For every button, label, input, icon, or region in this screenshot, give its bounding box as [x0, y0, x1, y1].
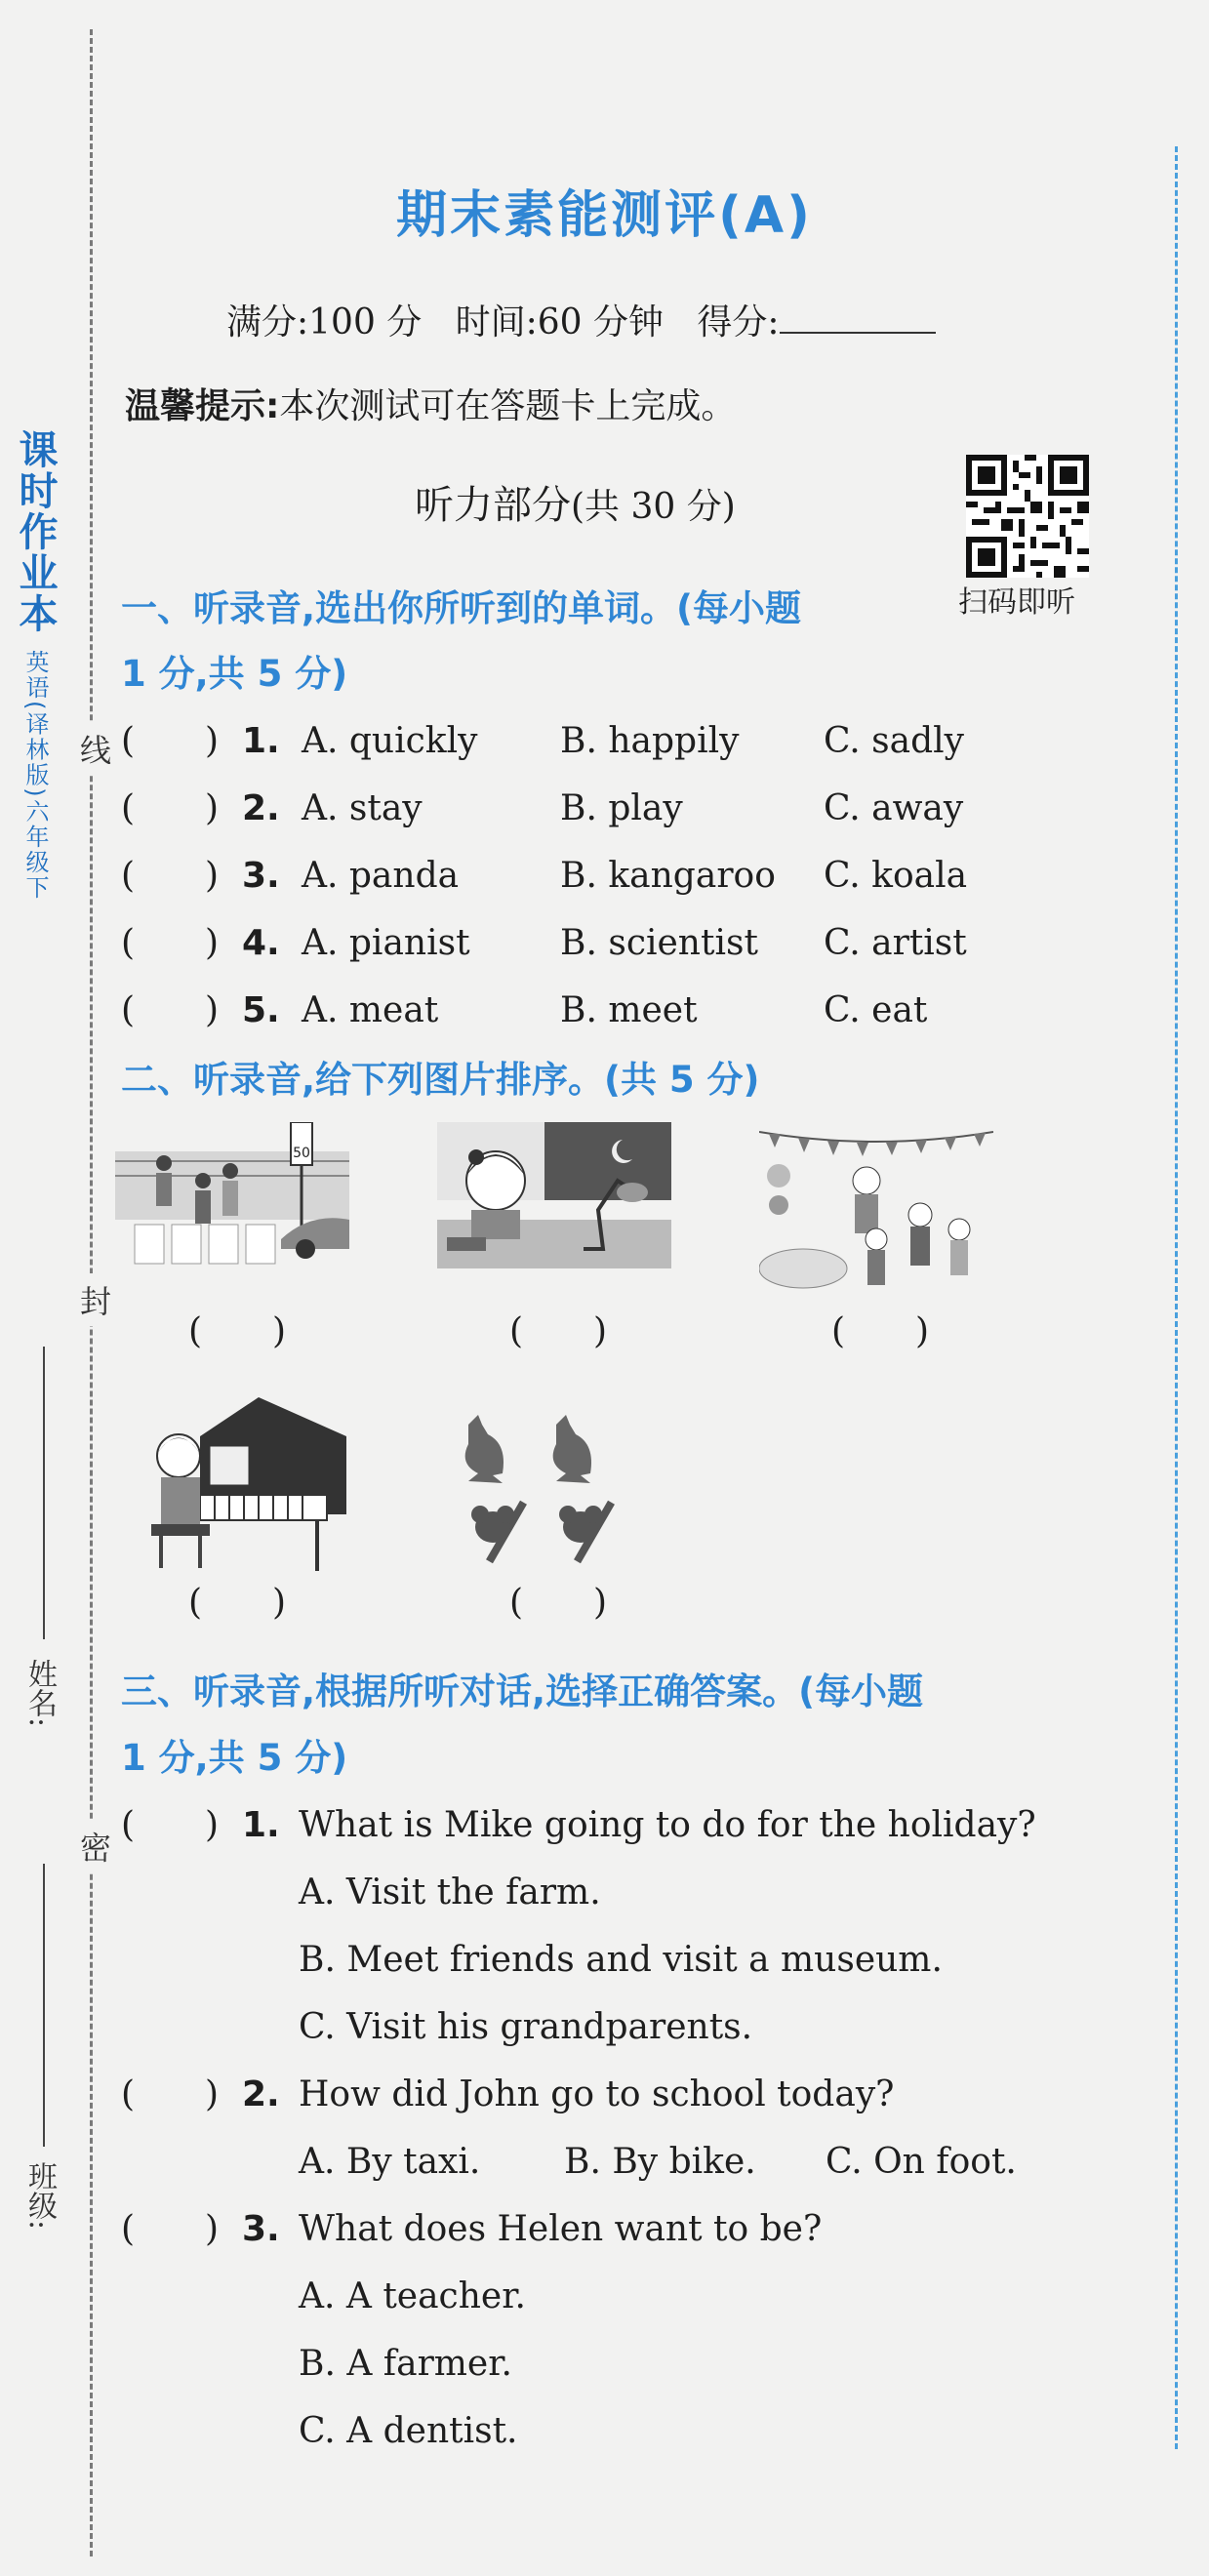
fold-char-line: 线: [80, 722, 111, 775]
fold-char-seal: 封: [80, 1273, 111, 1326]
s3-question-3: ( ) 3. What does Helen want to be?: [121, 2202, 280, 2257]
score-label: 得分:: [697, 302, 780, 342]
question-text: How did John go to school today?: [299, 2074, 895, 2114]
score-blank[interactable]: [780, 302, 936, 334]
picture-1-paren[interactable]: ( ): [187, 1311, 287, 1351]
s3-q1-option-a: A. Visit the farm.: [299, 1872, 601, 1912]
listening-heading: 听力部分(共 30 分): [415, 483, 736, 528]
option-a: A. stay: [302, 788, 423, 828]
tip: 温馨提示:本次测试可在答题卡上完成。: [125, 386, 737, 426]
option-b: B. play: [560, 788, 683, 828]
s1-question-1: ( ) 1. A. quickly B. happily C. sadly: [121, 714, 280, 769]
option-a: A. pianist: [302, 923, 470, 963]
s3-q2-option-c: C. On foot.: [826, 2142, 1017, 2182]
answer-paren[interactable]: ( ): [121, 856, 220, 896]
answer-paren[interactable]: ( ): [121, 721, 220, 761]
class-label: 班级:: [22, 2161, 57, 2231]
answer-paren[interactable]: ( ): [121, 990, 220, 1030]
class-line: [43, 1864, 45, 2147]
s3-q3-option-c: C. A dentist.: [299, 2411, 518, 2451]
option-c: C. artist: [824, 923, 967, 963]
picture-3-paren[interactable]: ( ): [830, 1311, 930, 1351]
picture-4-paren[interactable]: ( ): [187, 1583, 287, 1623]
option-b: B. happily: [560, 721, 740, 761]
option-b: B. kangaroo: [560, 856, 776, 896]
answer-paren[interactable]: ( ): [121, 1805, 220, 1845]
qr-code-icon[interactable]: [966, 455, 1089, 578]
s3-q1-option-b: B. Meet friends and visit a museum.: [299, 1940, 943, 1980]
speed-sign-text: 50: [293, 1146, 310, 1161]
option-c: C. eat: [824, 990, 928, 1030]
qr-caption: 扫码即听: [958, 585, 1075, 620]
right-margin-dashed-line: [1175, 146, 1178, 2449]
s3-q2-option-b: B. By bike.: [564, 2142, 756, 2182]
name-line: [43, 1347, 45, 1639]
option-c: C. koala: [824, 856, 968, 896]
s3-q1-option-c: C. Visit his grandparents.: [299, 2007, 753, 2047]
answer-paren[interactable]: ( ): [121, 2074, 220, 2114]
s1-question-3: ( ) 3. A. panda B. kangaroo C. koala: [121, 849, 280, 904]
s3-q2-option-a: A. By taxi.: [299, 2142, 481, 2182]
section3-heading-line1: 三、听录音,根据所听对话,选择正确答案。(每小题: [121, 1670, 924, 1712]
section1-heading-line2: 1 分,共 5 分): [121, 653, 348, 695]
option-a: A. meat: [302, 990, 439, 1030]
option-b: B. meet: [560, 990, 698, 1030]
s1-question-4: ( ) 4. A. pianist B. scientist C. artist: [121, 916, 280, 971]
question-text: What does Helen want to be?: [299, 2209, 823, 2249]
section3-heading-line2: 1 分,共 5 分): [121, 1737, 348, 1779]
answer-paren[interactable]: ( ): [121, 2209, 220, 2249]
option-c: C. sadly: [824, 721, 964, 761]
pianist-picture-icon: [141, 1397, 346, 1573]
option-c: C. away: [824, 788, 964, 828]
picture-5-paren[interactable]: ( ): [508, 1583, 608, 1623]
option-a: A. quickly: [302, 721, 478, 761]
party-picture-icon: [759, 1122, 993, 1298]
name-label: 姓名:: [22, 1659, 57, 1728]
section1-heading-line1: 一、听录音,选出你所听到的单词。(每小题: [121, 587, 801, 629]
option-a: A. panda: [302, 856, 460, 896]
s1-question-2: ( ) 2. A. stay B. play C. away: [121, 782, 280, 836]
crosswalk-picture-icon: [115, 1122, 349, 1268]
time-limit: 时间:60 分钟: [455, 302, 665, 342]
answer-paren[interactable]: ( ): [121, 923, 220, 963]
girl-studying-picture-icon: [437, 1122, 671, 1268]
question-text: What is Mike going to do for the holiday?: [299, 1805, 1036, 1845]
kangaroo-koala-picture-icon: [449, 1405, 644, 1571]
side-brand: 课时作业本 英语(译林版)六年级下: [13, 429, 58, 901]
picture-2-paren[interactable]: ( ): [508, 1311, 608, 1351]
fold-char-secret: 密: [80, 1820, 111, 1872]
answer-paren[interactable]: ( ): [121, 788, 220, 828]
section2-heading: 二、听录音,给下列图片排序。(共 5 分): [121, 1059, 760, 1101]
full-marks: 满分:100 分: [226, 302, 423, 342]
page-title: 期末素能测评(A): [396, 186, 813, 245]
score-line: [226, 295, 936, 344]
s3-question-1: ( ) 1. What is Mike going to do for the holiday?: [121, 1798, 280, 1853]
s3-q3-option-a: A. A teacher.: [299, 2276, 526, 2316]
option-b: B. scientist: [560, 923, 758, 963]
s3-q3-option-b: B. A farmer.: [299, 2344, 512, 2384]
s3-question-2: ( ) 2. How did John go to school today?: [121, 2068, 280, 2122]
s1-question-5: ( ) 5. A. meat B. meet C. eat: [121, 984, 280, 1038]
